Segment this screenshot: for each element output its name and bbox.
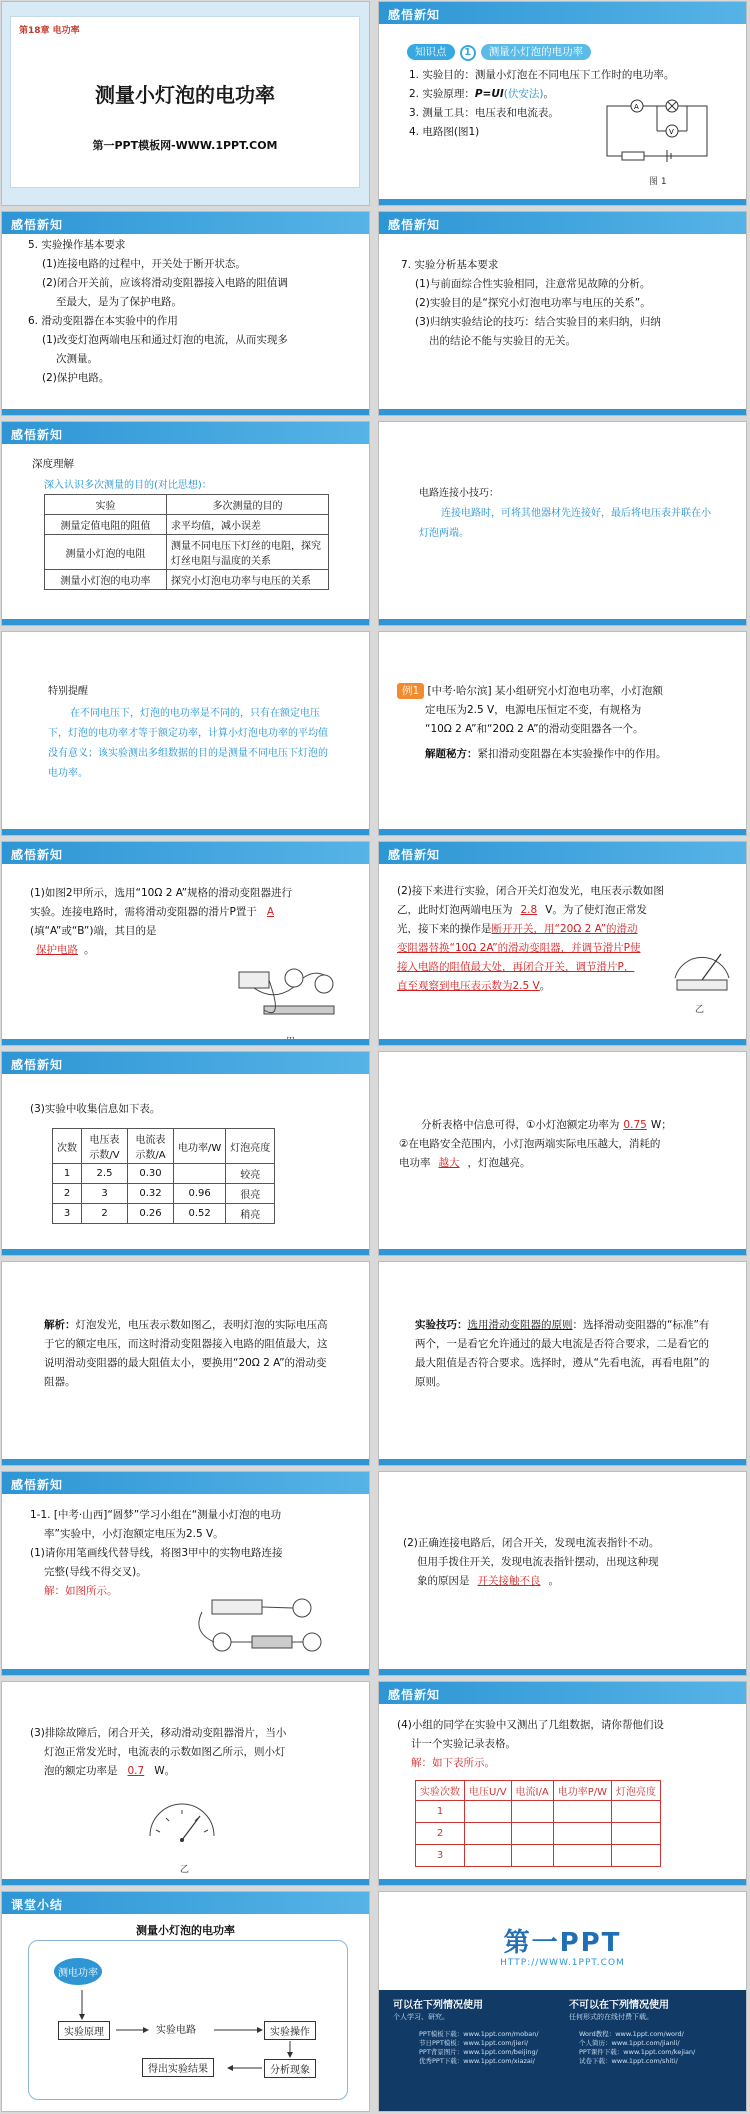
text-line: (1)与前面综合性实验相同，注意常见故障的分析。 — [415, 278, 651, 290]
brand-url: HTTP://WWW.1PPT.COM — [500, 1958, 625, 1968]
reminder-title: 特别提醒 — [48, 686, 88, 697]
text-line: (4)小组的同学在实验中又测出了几组数据，请你帮他们设 — [397, 1719, 664, 1731]
brand-logo: 第一PPT — [503, 1928, 622, 1958]
text-line: 至最大，是为了保护电路。 — [56, 296, 182, 308]
text-line: 1-1. [中考·山西]“圆梦”学习小组在“测量小灯泡的电功 — [30, 1509, 282, 1521]
footer-bar — [2, 409, 369, 415]
table-cell: 稍亮 — [226, 1204, 275, 1224]
table-cell: 1 — [53, 1164, 82, 1184]
table-cell — [174, 1164, 226, 1184]
table-cell: 2 — [53, 1184, 82, 1204]
text-span: 解析： — [44, 1319, 76, 1331]
text-line: 计一个实验记录表格。 — [411, 1738, 516, 1750]
text-line: (1)请你用笔画线代替导线，将图3甲中的实物电路连接 — [30, 1547, 283, 1559]
text-line: 率”实验中，小灯泡额定电压为2.5 V。 — [44, 1528, 224, 1540]
slide-question-1 — [1, 841, 370, 1046]
slide-text — [397, 682, 737, 764]
text-line — [397, 682, 737, 701]
text-span: ：选择滑动变阻器的“标准”有两个，一是看它允许通过的最大电流是否符合要求，二是看它的最大阻值是否符合要求。选择时，遵从“先看电流，再看电阻”的原则。 — [415, 1319, 710, 1388]
text-line — [397, 901, 737, 920]
slide-deep-understanding — [1, 421, 370, 626]
text-line: (2)接下来进行实验，闭合开关灯泡发光，电压表示数如图 — [397, 885, 664, 897]
cover-card — [10, 16, 360, 188]
table-cell: 2.5 — [82, 1164, 128, 1184]
wiring-figure — [192, 1592, 342, 1662]
slide-brand — [378, 1891, 747, 2112]
text-line: 6. 滑动变阻器在本实验中的作用 — [28, 315, 178, 327]
slide-header: 感悟新知 — [2, 1472, 369, 1494]
slide-knowledge-2 — [1, 211, 370, 416]
slide-header: 感悟新知 — [379, 2, 746, 24]
text-line — [44, 1316, 334, 1392]
link-item[interactable]: 优秀PPT下载：www.1ppt.com/xiazai/ — [419, 2057, 535, 2065]
text-line: 7. 实验分析基本要求 — [401, 259, 499, 271]
table-row — [45, 515, 329, 535]
text-span: 电功率 — [399, 1157, 431, 1169]
slide-text — [30, 1724, 366, 1781]
table-cell: 2 — [82, 1204, 128, 1224]
node-circuit: 实验电路 — [150, 2019, 202, 2038]
text-line: 出的结论不能与实验目的无关。 — [429, 335, 576, 347]
text-span: 实验。连接电路时，需将滑动变阻器的滑片P置于 — [30, 906, 257, 918]
tip-title: 电路连接小技巧： — [419, 488, 499, 499]
slide-text — [30, 1506, 366, 1601]
links-left — [419, 2030, 539, 2066]
table-header: 次数 — [53, 1129, 82, 1164]
slide-header: 感悟新知 — [2, 212, 369, 234]
node-phenomenon: 分析现象 — [264, 2059, 316, 2078]
answer-blank: 断开开关，用“20Ω 2 A”的滑动变阻器替换“10Ω 2A”的滑动变阻器，并调节滑片P使接入电路的阻值最大处，再闭合开关，调节滑片P，直至观察到电压表示数为2.5 V — [397, 923, 641, 992]
answer-text: 解：如下表所示。 — [411, 1757, 495, 1769]
table-header: 电压表示数/V — [82, 1129, 128, 1164]
slide-question-3 — [1, 1051, 370, 1256]
svg-text:A: A — [634, 103, 639, 111]
link-item[interactable]: 个人简历：www.1ppt.com/jianli/ — [579, 2039, 680, 2047]
text-span: W； — [650, 1119, 672, 1131]
text-span: 泡的额定功率是 — [44, 1765, 118, 1777]
purpose-table — [44, 494, 329, 590]
text-line: ②在电路安全范围内，小灯泡两端实际电压越大，消耗的 — [399, 1138, 661, 1150]
slide-cover — [1, 1, 370, 206]
footer-bar — [2, 829, 369, 835]
slide-example-1 — [378, 631, 747, 836]
node-measure-power: 测电功率 — [54, 1958, 102, 1985]
reminder-text: 在不同电压下，灯泡的电功率是不同的，只有在额定电压下，灯泡的电功率才等于额定功率，计算小灯泡电功率的平均值没有意义；该实验测出多组数据的目的是测量不同电压下灯泡的电功率。 — [48, 708, 328, 779]
text-line: (3)归纳实验结论的技巧：结合实验目的来归纳，归纳 — [415, 316, 661, 328]
text-line — [30, 922, 366, 941]
slide-header: 感悟新知 — [2, 1052, 369, 1074]
node-operation: 实验操作 — [264, 2021, 316, 2040]
tip-text: 连接电路时，可将其他器材先连接好，最后将电压表并联在小灯泡两端。 — [419, 508, 711, 539]
table-header: 电压U/V — [465, 1781, 512, 1801]
slide-text — [399, 1116, 739, 1173]
links-right — [579, 2030, 695, 2066]
text-line: 4. 电路图(图1) — [409, 126, 480, 138]
answer-blank: 保护电路 — [36, 944, 78, 956]
table-cell: 测量小灯泡的电功率 — [45, 570, 167, 590]
table-cell: 0.96 — [174, 1184, 226, 1204]
chapter-label: 第18章 电功率 — [19, 26, 80, 36]
node-principle: 实验原理 — [58, 2021, 110, 2040]
table-header: 实验次数 — [416, 1781, 465, 1801]
text-line — [30, 941, 366, 960]
link-item[interactable]: PPT背景图片：www.1ppt.com/beijing/ — [419, 2048, 538, 2056]
footer-bar — [379, 1249, 746, 1255]
table-cell: 测量定值电阻的阻值 — [45, 515, 167, 535]
cover-brand: 第一PPT模板网-WWW.1PPT.COM — [92, 139, 278, 152]
slide-knowledge-1 — [378, 1, 747, 206]
figure-caption: 乙 — [695, 1005, 705, 1015]
text-line: (3)排除故障后，闭合开关，移动滑动变阻器滑片，当小 — [30, 1727, 287, 1739]
slide-header: 感悟新知 — [2, 842, 369, 864]
text-line: (1)如图2甲所示，选用“10Ω 2 A”规格的滑动变阻器进行 — [30, 887, 293, 899]
slide-knowledge-3 — [378, 211, 747, 416]
text-span: 2. 实验原理： — [409, 88, 475, 100]
slide-text — [397, 882, 664, 996]
slide-explanation — [1, 1261, 370, 1466]
text-span: 解题秘方： — [425, 748, 478, 760]
license-panel — [379, 1990, 746, 2111]
text-span: 乙，此时灯泡两端电压为 — [397, 904, 513, 916]
table-header: 多次测量的目的 — [167, 495, 329, 515]
badge-title: 测量小灯泡的电功率 — [481, 44, 592, 60]
table-cell: 2 — [416, 1823, 465, 1845]
slide-header: 课堂小结 — [2, 1892, 369, 1914]
section-title: 深度理解 — [32, 458, 74, 470]
text-line — [399, 1116, 739, 1135]
apparatus-figure — [234, 962, 344, 1032]
footer-bar — [379, 1879, 746, 1885]
link-item[interactable]: Word教程：www.1ppt.com/word/ — [579, 2030, 684, 2038]
summary-title: 测量小灯泡的电功率 — [136, 1924, 235, 1937]
record-table — [415, 1780, 661, 1867]
answer-blank: 0.7 — [127, 1765, 145, 1777]
text-line — [30, 903, 366, 922]
table-row — [416, 1823, 661, 1845]
link-item[interactable]: PPT模板下载：www.1ppt.com/moban/ — [419, 2030, 539, 2038]
text-line — [399, 1154, 739, 1173]
slide-special-reminder — [1, 631, 370, 836]
slide-text: (3)实验中收集信息如下表。 — [30, 1103, 161, 1115]
table-cell: 求平均值，减小误差 — [167, 515, 329, 535]
badge-label: 知识点 — [407, 44, 455, 60]
answer-blank: 2.8 — [520, 904, 538, 916]
slide-exercise-4 — [378, 1681, 747, 1886]
text-line: 但用手拨住开关，发现电流表指针摆动，出现这种现 — [417, 1556, 659, 1568]
text-span: ，灯泡越亮。 — [467, 1157, 531, 1169]
table-cell: 探究小灯泡电功率与电压的关系 — [167, 570, 329, 590]
text-span: 。 — [539, 980, 551, 992]
table-cell: 测量不同电压下灯丝的电阻，探究灯丝电阻与温度的关系 — [167, 535, 329, 570]
can-use-desc: 个人学习、研究。 — [393, 2013, 449, 2021]
footer-bar — [379, 829, 746, 835]
table-header: 电功率P/W — [553, 1781, 611, 1801]
slide-text — [397, 1716, 743, 1773]
text-span: 。 — [543, 88, 554, 100]
knowledge-badge — [407, 40, 591, 61]
example-badge: 例1 — [397, 683, 424, 699]
table-header: 电流表示数/A — [128, 1129, 174, 1164]
slide-analysis — [378, 1051, 747, 1256]
table-row — [53, 1204, 275, 1224]
text-span: (伏安法) — [503, 88, 544, 100]
table-row — [53, 1164, 275, 1184]
text-span: W。 — [154, 1765, 176, 1777]
slide-text — [401, 256, 739, 351]
footer-bar — [379, 619, 746, 625]
text-line — [397, 920, 643, 996]
text-span: 实验技巧： — [415, 1319, 468, 1331]
text-line — [403, 1572, 743, 1591]
badge-number: 1 — [460, 45, 476, 61]
slide-text — [30, 884, 366, 960]
slide-header: 感悟新知 — [2, 422, 369, 444]
slide-text — [44, 1316, 334, 1392]
text-line: “10Ω 2 A”和“20Ω 2 A”的滑动变阻器各一个。 — [425, 723, 644, 735]
ammeter-figure — [142, 1794, 222, 1854]
text-line: (2)闭合开关前，应该将滑动变阻器接入电路的阻值调 — [42, 277, 288, 289]
footer-bar — [2, 619, 369, 625]
footer-bar — [379, 1669, 746, 1675]
answer-blank: 0.75 — [623, 1119, 647, 1131]
footer-bar — [2, 1459, 369, 1465]
footer-bar — [2, 1669, 369, 1675]
slide-header: 感悟新知 — [379, 842, 746, 864]
table-header: 电流I/A — [511, 1781, 553, 1801]
node-result: 得出实验结果 — [142, 2058, 214, 2077]
link-item[interactable]: 试卷下载：www.1ppt.com/shiti/ — [579, 2057, 678, 2065]
text-span: 。 — [548, 1575, 559, 1587]
link-item[interactable]: PPT课件下载：www.1ppt.com/kejian/ — [579, 2048, 696, 2056]
text-line: 灯泡正常发光时，电流表的示数如图乙所示，则小灯 — [44, 1746, 286, 1758]
table-header: 灯泡亮度 — [226, 1129, 275, 1164]
circuit-diagram — [597, 98, 717, 168]
text-line: 3. 测量工具：电压表和电流表。 — [409, 107, 559, 119]
figure-caption: 乙 — [180, 1865, 190, 1875]
section-subtitle: 深入认识多次测量的目的(对比思想)： — [44, 480, 212, 491]
table-cell: 很亮 — [226, 1184, 275, 1204]
voltmeter-figure — [667, 928, 737, 998]
text-line — [415, 1316, 715, 1392]
slide-text — [409, 66, 675, 142]
text-span: [中考·哈尔滨] 某小组研究小灯泡电功率，小灯泡额 — [427, 685, 663, 697]
slide-exercise-1 — [1, 1471, 370, 1676]
text-span: (填“A”或“B”)端，其目的是 — [30, 925, 157, 937]
text-span: V。为了使灯泡正常发 — [545, 904, 647, 916]
formula: P=UI — [474, 88, 504, 100]
text-line: (2)保护电路。 — [42, 372, 110, 384]
table-cell: 1 — [416, 1801, 465, 1823]
text-line: (2)实验目的是“探究小灯泡电功率与电压的关系”。 — [415, 297, 651, 309]
table-cell: 0.30 — [128, 1164, 174, 1184]
slide-exercise-2 — [378, 1471, 747, 1676]
text-line: 完整(导线不得交叉)。 — [44, 1566, 147, 1578]
footer-bar — [2, 1879, 369, 1885]
can-use-title: 可以在下列情况使用 — [393, 2000, 483, 2011]
answer-blank: 越大 — [438, 1157, 460, 1169]
footer-bar — [379, 1459, 746, 1465]
footer-bar — [379, 1039, 746, 1045]
text-line: 定电压为2.5 V，电源电压恒定不变，有规格为 — [425, 704, 642, 716]
slide-technique — [378, 1261, 747, 1466]
text-span: 。 — [84, 944, 95, 956]
summary-arrows — [2, 1892, 370, 2112]
text-span: 选用滑动变阻器的原则 — [467, 1319, 573, 1331]
text-line: (1)改变灯泡两端电压和通过灯泡的电流，从而实现多 — [42, 334, 288, 346]
svg-text:V: V — [669, 128, 674, 136]
text-span: 光，接下来的操作是 — [397, 923, 492, 935]
text-span: 分析表格中信息可得，①小灯泡额定功率为 — [421, 1119, 620, 1131]
text-line: (2)正确连接电路后，闭合开关，发现电流表指针不动。 — [403, 1537, 660, 1549]
cannot-use-title: 不可以在下列情况使用 — [569, 2000, 669, 2011]
footer-bar — [379, 409, 746, 415]
slide-header: 感悟新知 — [379, 1682, 746, 1704]
table-row — [45, 535, 329, 570]
slide-exercise-3 — [1, 1681, 370, 1886]
table-cell: 0.26 — [128, 1204, 174, 1224]
table-row — [53, 1184, 275, 1204]
slide-summary — [1, 1891, 370, 2112]
table-header: 电功率/W — [174, 1129, 226, 1164]
table-header: 实验 — [45, 495, 167, 515]
footer-bar — [2, 1039, 369, 1045]
footer-bar — [379, 199, 746, 205]
table-row — [45, 570, 329, 590]
text-line: 5. 实验操作基本要求 — [28, 239, 126, 251]
link-item[interactable]: 节日PPT模板：www.1ppt.com/jieri/ — [419, 2039, 529, 2047]
table-cell: 较亮 — [226, 1164, 275, 1184]
table-cell: 3 — [416, 1845, 465, 1867]
slide-text — [415, 1316, 715, 1392]
table-cell: 0.52 — [174, 1204, 226, 1224]
text-line: 次测量。 — [56, 353, 98, 365]
text-line: 1. 实验目的：测量小灯泡在不同电压下工作时的电功率。 — [409, 69, 675, 81]
table-header: 灯泡亮度 — [612, 1781, 661, 1801]
table-cell: 3 — [82, 1184, 128, 1204]
slide-text — [28, 236, 360, 388]
data-table — [52, 1128, 275, 1224]
slide-tip — [378, 421, 747, 626]
answer-blank: A — [266, 906, 275, 918]
figure-caption: 图 1 — [649, 177, 667, 187]
table-cell: 3 — [53, 1204, 82, 1224]
answer-blank: 开关接触不良 — [477, 1575, 541, 1587]
text-line — [397, 745, 737, 764]
cannot-use-desc: 任何形式的在线付费下载。 — [569, 2013, 653, 2021]
table-cell: 0.32 — [128, 1184, 174, 1204]
slide-header: 感悟新知 — [379, 212, 746, 234]
slide-question-2 — [378, 841, 747, 1046]
table-cell: 测量小灯泡的电阻 — [45, 535, 167, 570]
text-line: (1)连接电路的过程中，开关处于断开状态。 — [42, 258, 246, 270]
footer-bar — [2, 1249, 369, 1255]
cover-title: 测量小灯泡的电功率 — [95, 83, 275, 107]
table-row — [416, 1801, 661, 1823]
text-line — [409, 85, 589, 104]
text-span: 象的原因是 — [417, 1575, 470, 1587]
answer-text: 解：如图所示。 — [44, 1585, 118, 1597]
text-line — [30, 1762, 366, 1781]
slide-text — [403, 1534, 743, 1591]
table-row — [416, 1845, 661, 1867]
text-span: 紧扣滑动变阻器在本实验操作中的作用。 — [477, 748, 667, 760]
text-span: 灯泡发光，电压表示数如图乙，表明灯泡的实际电压高于它的额定电压，而这时滑动变阻器接入电路的阻值最大，这说明滑动变阻器的最大阻值太小，要换用“20Ω 2 A”的滑动变阻器。 — [44, 1319, 328, 1388]
